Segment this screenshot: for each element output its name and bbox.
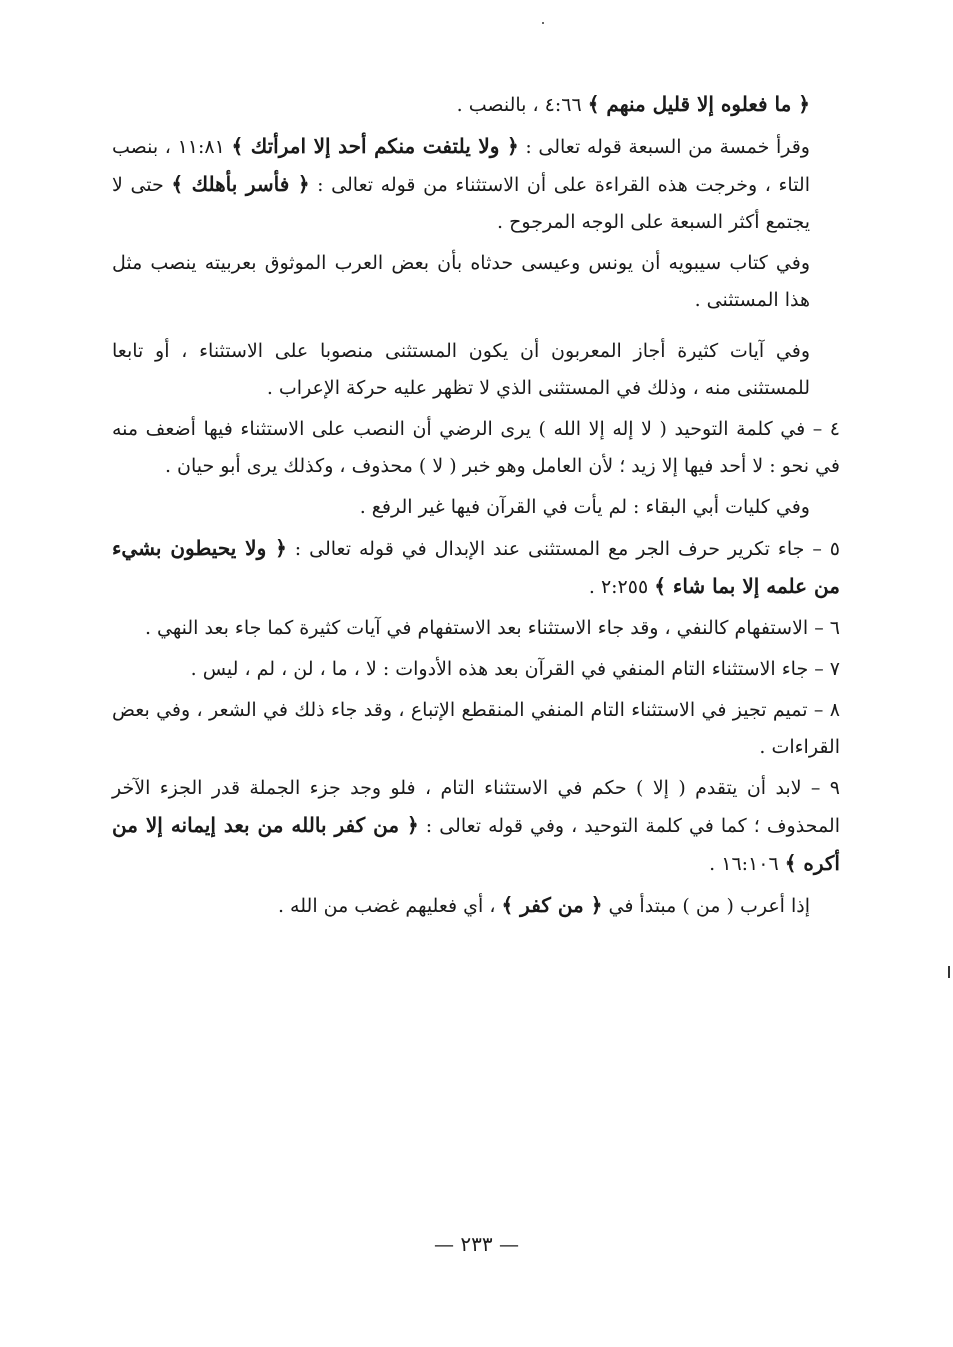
paragraph-p5: [112, 411, 840, 485]
paragraph-p3: [112, 245, 840, 319]
body-text: ١٦:١٠٦ .: [709, 853, 785, 875]
paragraph-p11: [112, 770, 840, 883]
body-text: ٢:٢٥٥ .: [588, 576, 655, 598]
quran-quote: ﴿ ولا يحيطون بشيء من علمه إلا بما شاء ﴾: [112, 536, 840, 598]
body-text: ٩ – لابد أن يتقدم ( إلا ) حكم في الاستثناء التام ، فلو وجد جزء الجملة قدر الجزء الآخر المحذوف ؛ كما في كلمة التوحيد ، وفي قوله تعالى :: [112, 777, 840, 837]
paragraph-p6: [112, 489, 840, 526]
body-text: ٥ – جاء تكرير حرف الجر مع المستثنى عند الإبدال في قوله تعالى :: [286, 538, 840, 560]
quran-quote: ﴿ من كفر ﴾: [501, 893, 603, 917]
quran-quote: ﴿ ما فعلوه إلا قليل منهم ﴾: [587, 92, 810, 116]
quran-quote: ﴿ ولا يلتفت منكم أحد إلا امرأتك ﴾: [231, 134, 519, 158]
quran-quote: ﴿ فأسر بأهلك ﴾: [171, 172, 310, 196]
body-text: وفي آيات كثيرة أجاز المعربون أن يكون المستثنى منصوبا على الاستثناء ، أو تابعا للمستثنى منه ، وذلك في المستثنى الذي لا تظهر عليه حركة الإعراب .: [112, 340, 810, 399]
quran-quote: ﴿ من كفر بالله من بعد إيمانه إلا من أكره ﴾: [112, 813, 840, 875]
body-text: ٨ – تميم تجيز في الاستثناء التام المنفي المنقطع الإتباع ، وقد جاء ذلك في الشعر ، وفي بعض القراءات .: [112, 699, 840, 758]
paragraph-p9: [112, 651, 840, 688]
body-text: ٧ – جاء الاستثناء التام المنفي في القرآن بعد هذه الأدوات : لا ، ما ، لن ، لم ، ليس .: [190, 658, 840, 680]
paragraph-p8: [112, 610, 840, 647]
paragraph-p10: [112, 692, 840, 766]
paragraph-p7: [112, 530, 840, 606]
body-text: حتى لا يجتمع أكثر السبعة على الوجه المرجوح .: [112, 174, 810, 233]
paragraph-p4: [112, 333, 840, 407]
body-text: ، أي فعليهم غضب من الله .: [277, 895, 502, 917]
body-text: وقرأ خمسة من السبعة قوله تعالى :: [518, 136, 810, 158]
body-text: ٤:٦٦ ، بالنصب .: [456, 94, 588, 116]
body-text: ٤ – في كلمة التوحيد ( لا إله إلا الله ) يرى الرضي أن النصب على الاستثناء فيها أضعف منه في نحو : لا أحد فيها إلا زيد ؛ لأن العامل وهو خبر ( لا ) محذوف ، وكذلك يرى أبو حيان .: [112, 418, 840, 477]
paragraph-p1: [112, 86, 840, 124]
body-text: وفي كليات أبي البقاء : لم يأت في القرآن فيها غير الرفع .: [359, 496, 810, 518]
scan-edge-mark: [948, 966, 950, 978]
body-text: ٦ – الاستفهام كالنفي ، وقد جاء الاستثناء بعد الاستفهام في آيات كثيرة كما جاء بعد النهي .: [144, 617, 840, 639]
body-text: ١١:٨١ ، بنصب التاء ، وخرجت هذه القراءة على أن الاستثناء من قوله تعالى :: [112, 136, 811, 196]
page-body: [112, 82, 840, 925]
paragraph-p12: [112, 887, 840, 925]
body-text: وفي كتاب سيبويه أن يونس وعيسى حدثاه بأن بعض العرب الموثوق بعربيته ينصب مثل هذا المستثنى .: [112, 252, 810, 311]
paragraph-p2: [112, 128, 840, 241]
page-number: — ٢٣٣ —: [434, 1232, 519, 1256]
body-text: إذا أعرب ( من ) مبتدأ في: [602, 895, 810, 917]
scan-speck: [542, 22, 544, 24]
